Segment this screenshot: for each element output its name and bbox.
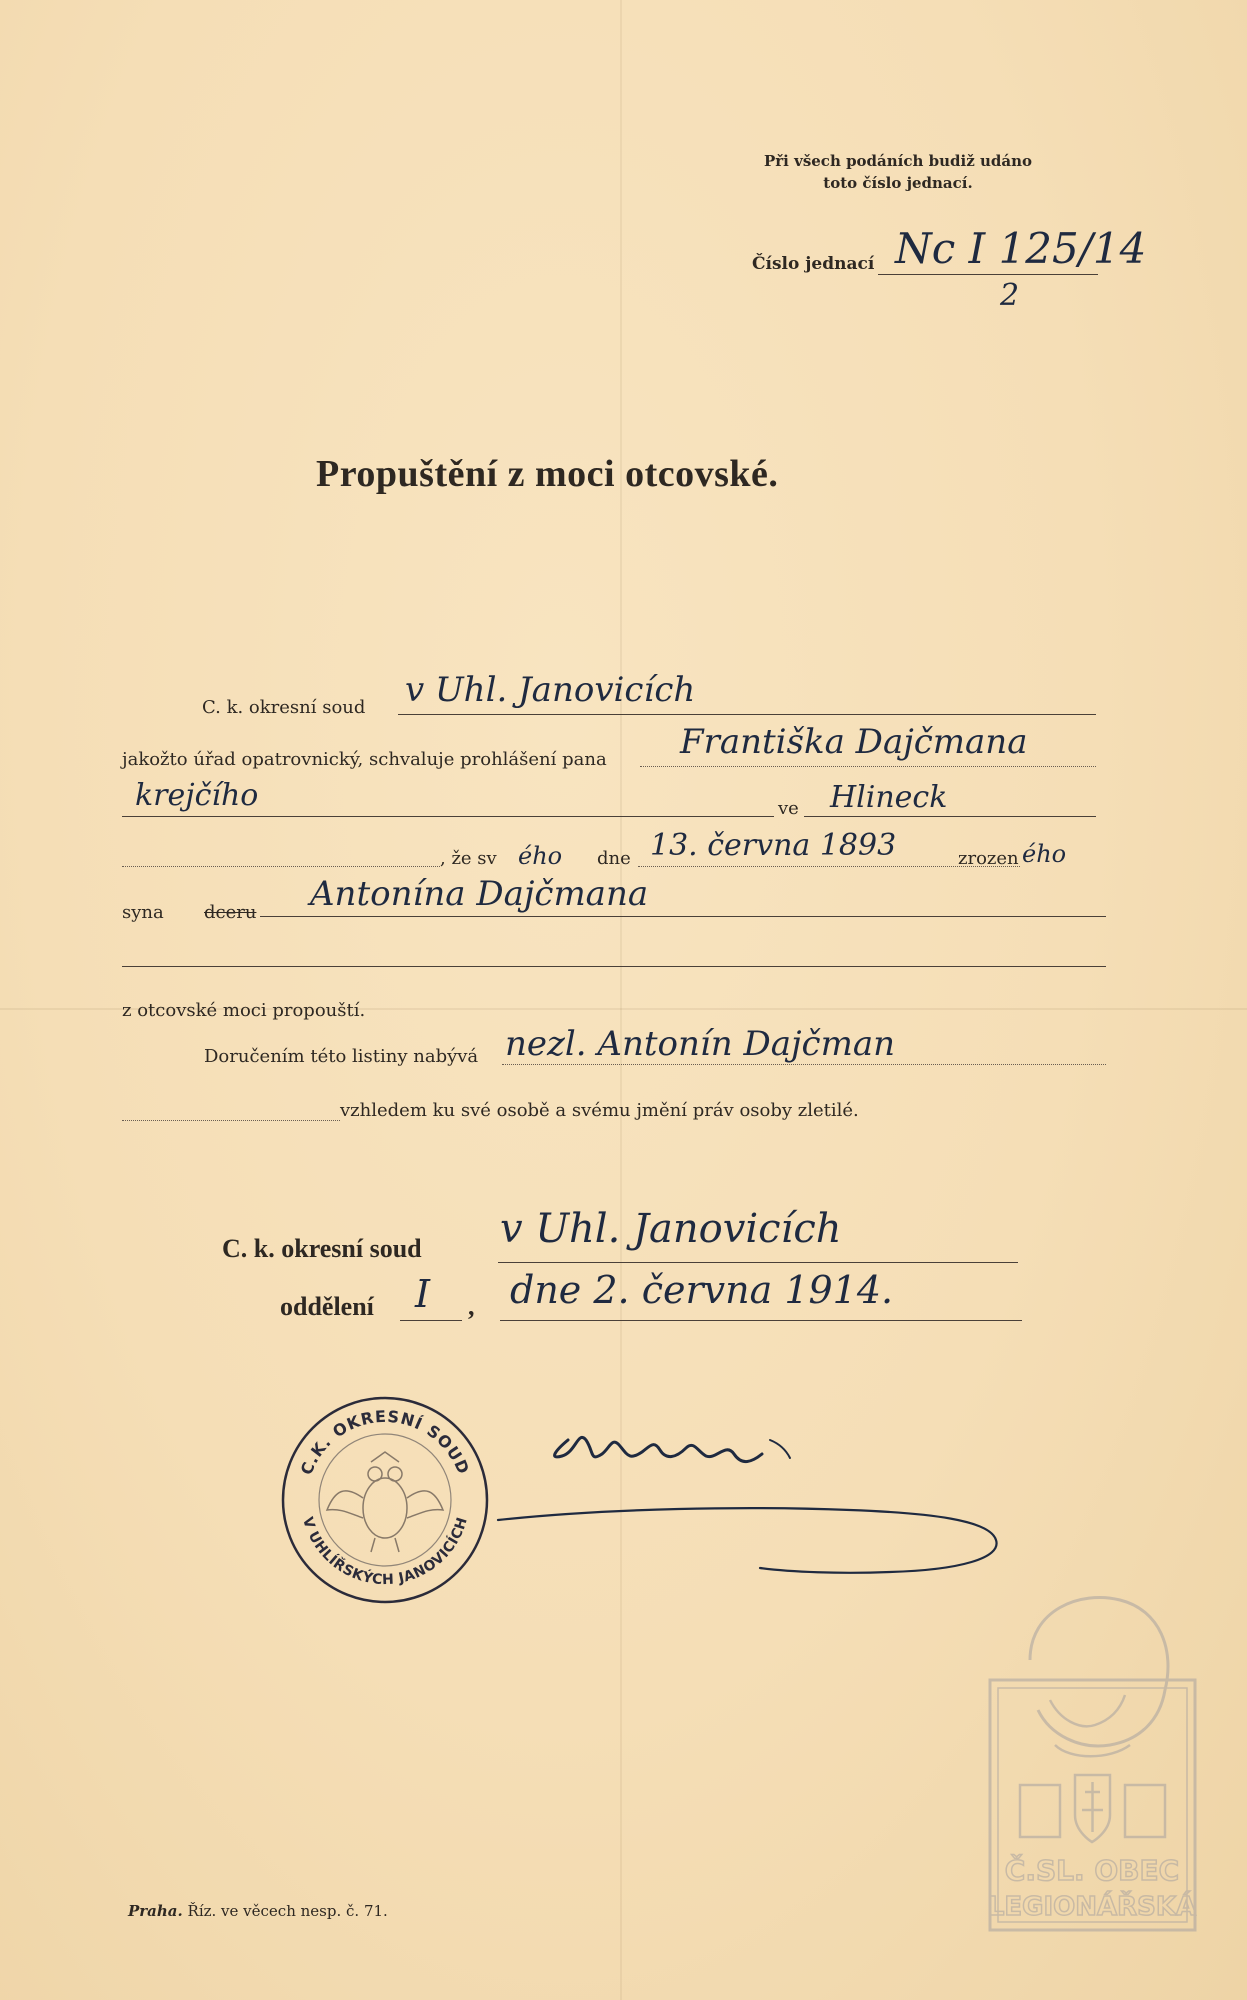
court-label: C. k. okresní soud (202, 697, 366, 718)
closing-court-label: C. k. okresní soud (222, 1234, 422, 1263)
that-label: , že sv (440, 848, 497, 869)
court-line (398, 714, 1096, 715)
birth-date-value: 13. června 1893 (650, 828, 897, 863)
place-line (804, 816, 1096, 817)
father-name: Františka Dajčmana (680, 722, 1028, 762)
court-seal (275, 1390, 495, 1610)
born-suffix: ého (1022, 840, 1067, 868)
blank-line (122, 966, 1106, 967)
case-number-underline (878, 274, 1098, 275)
delivery-label: Doručením této listiny nabývá (204, 1046, 479, 1067)
date-label: dne (597, 848, 631, 869)
son-name: Antonína Dajčmana (310, 874, 649, 914)
delivery-line (502, 1064, 1106, 1065)
department-comma: , (468, 1292, 475, 1321)
closing-date-line (500, 1320, 1022, 1321)
watermark-line-1: Č.SL. OBEC (1004, 1854, 1180, 1887)
born-label: zrozen (958, 848, 1019, 869)
court-value: v Uhl. Janovicích (405, 670, 696, 710)
closing-court-line (498, 1262, 1018, 1263)
eagle-emblem-icon (327, 1452, 443, 1552)
son-line (260, 916, 1106, 917)
occupation-line (122, 816, 774, 817)
department-line (400, 1320, 462, 1321)
case-number-value: Nc I 125/14 (895, 224, 1147, 273)
closing-court-value: v Uhl. Janovicích (500, 1206, 842, 1252)
place-value: Hlineck (830, 780, 948, 815)
department-label: oddělení (280, 1292, 374, 1321)
footer (128, 1902, 388, 1920)
father-line (640, 766, 1096, 767)
seal-top-text: C.K. OKRESNÍ SOUD (296, 1406, 474, 1478)
that-suffix: ého (518, 842, 563, 870)
case-number-sub: 2 (1000, 278, 1020, 313)
son-label: syna (122, 902, 164, 923)
guardian-label: jakožto úřad opatrovnický, schvaluje prohlášení pana (122, 749, 607, 770)
shield-icon (1020, 1775, 1165, 1842)
notice-line-2: toto číslo jednací. (823, 174, 973, 192)
place-prefix: ve (778, 798, 799, 819)
case-number-label: Číslo jednací (752, 254, 875, 274)
header-notice (738, 150, 1058, 194)
footer-text: Říz. ve věcech nesp. č. 71. (187, 1902, 388, 1920)
release-label: z otcovské moci propouští. (122, 1000, 366, 1021)
legion-watermark (960, 1570, 1225, 1980)
daughter-label: dceru (204, 902, 257, 923)
rights-label: vzhledem ku své osobě a svému jmění práv osoby zletilé. (340, 1100, 859, 1121)
fold-line-vertical (620, 0, 622, 2000)
seal-bottom-text: V UHLÍŘSKÝCH JANOVICÍCH (299, 1515, 471, 1589)
signature (490, 1400, 1030, 1590)
birth-row-leader (122, 866, 440, 867)
delivery-value: nezl. Antonín Dajčman (505, 1024, 896, 1064)
document-title: Propuštění z moci otcovské. (316, 453, 779, 495)
notice-line-1: Při všech podáních budiž udáno (764, 152, 1032, 170)
closing-date-value: dne 2. června 1914. (510, 1268, 894, 1312)
rights-leader (122, 1120, 340, 1121)
department-value: I (415, 1272, 431, 1316)
footer-place: Praha. (128, 1902, 183, 1920)
occupation-value: krejčího (135, 778, 259, 813)
watermark-line-2: LEGIONÁŘSKÁ (987, 1892, 1197, 1922)
